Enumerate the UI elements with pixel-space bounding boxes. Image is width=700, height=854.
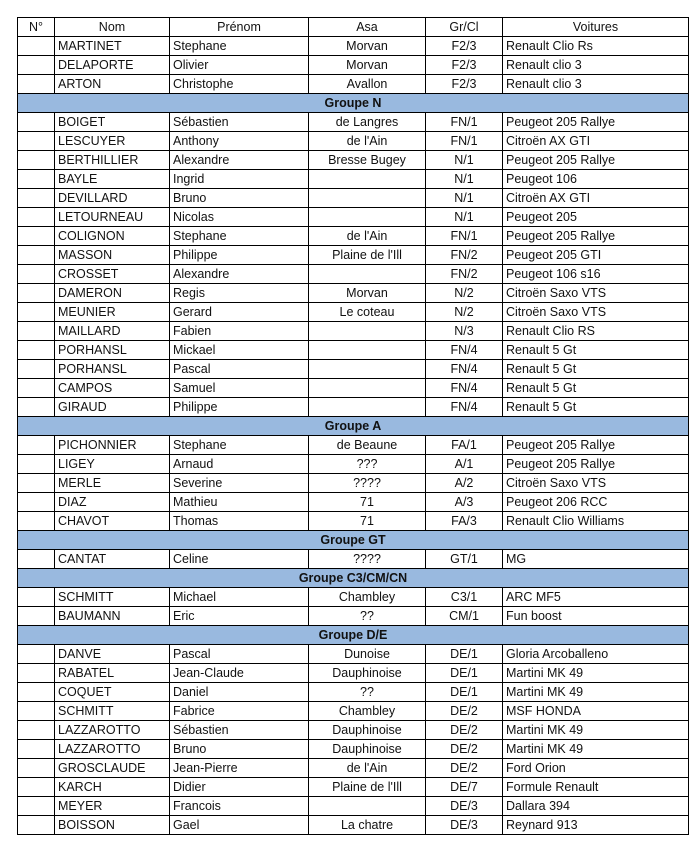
table-row bbox=[18, 683, 689, 702]
nom-cell: GROSCLAUDE bbox=[55, 759, 170, 778]
prenom-cell: Stephane bbox=[170, 227, 309, 246]
asa-cell: Bresse Bugey bbox=[309, 151, 426, 170]
table-row bbox=[18, 474, 689, 493]
gr-cl-cell: N/3 bbox=[426, 322, 503, 341]
asa-cell: de l'Ain bbox=[309, 227, 426, 246]
asa-cell: Plaine de l'Ill bbox=[309, 778, 426, 797]
numero-cell bbox=[18, 246, 55, 265]
prenom-cell: Eric bbox=[170, 607, 309, 626]
gr-cl-cell: FA/3 bbox=[426, 512, 503, 531]
nom-cell: PORHANSL bbox=[55, 341, 170, 360]
gr-cl-cell: DE/1 bbox=[426, 683, 503, 702]
asa-cell: de Beaune bbox=[309, 436, 426, 455]
numero-cell bbox=[18, 132, 55, 151]
numero-cell bbox=[18, 455, 55, 474]
asa-cell: ???? bbox=[309, 474, 426, 493]
nom-cell: DELAPORTE bbox=[55, 56, 170, 75]
table-row bbox=[18, 360, 689, 379]
numero-cell bbox=[18, 265, 55, 284]
numero-cell bbox=[18, 189, 55, 208]
gr-cl-cell: FA/1 bbox=[426, 436, 503, 455]
gr-cl-cell: F2/3 bbox=[426, 37, 503, 56]
voiture-cell: Peugeot 205 bbox=[503, 208, 689, 227]
asa-cell bbox=[309, 265, 426, 284]
asa-cell: 71 bbox=[309, 512, 426, 531]
group-header-row bbox=[18, 531, 689, 550]
numero-cell bbox=[18, 170, 55, 189]
voiture-cell: ARC MF5 bbox=[503, 588, 689, 607]
gr-cl-cell: FN/4 bbox=[426, 360, 503, 379]
asa-cell bbox=[309, 379, 426, 398]
gr-cl-cell: A/1 bbox=[426, 455, 503, 474]
group-header-row bbox=[18, 569, 689, 588]
gr-cl-cell: DE/1 bbox=[426, 664, 503, 683]
nom-cell: RABATEL bbox=[55, 664, 170, 683]
asa-cell: La chatre bbox=[309, 816, 426, 835]
prenom-cell: Thomas bbox=[170, 512, 309, 531]
gr-cl-cell: FN/2 bbox=[426, 265, 503, 284]
asa-cell: ?? bbox=[309, 607, 426, 626]
prenom-cell: Samuel bbox=[170, 379, 309, 398]
table-row bbox=[18, 664, 689, 683]
nom-cell: DANVE bbox=[55, 645, 170, 664]
table-row bbox=[18, 721, 689, 740]
gr-cl-cell: C3/1 bbox=[426, 588, 503, 607]
table-row bbox=[18, 797, 689, 816]
header-nom: Nom bbox=[55, 18, 170, 37]
table-row bbox=[18, 37, 689, 56]
table-row bbox=[18, 398, 689, 417]
voiture-cell: Formule Renault bbox=[503, 778, 689, 797]
nom-cell: MASSON bbox=[55, 246, 170, 265]
voiture-cell: MG bbox=[503, 550, 689, 569]
asa-cell: Dauphinoise bbox=[309, 721, 426, 740]
nom-cell: SCHMITT bbox=[55, 588, 170, 607]
voiture-cell: Peugeot 205 Rallye bbox=[503, 455, 689, 474]
numero-cell bbox=[18, 56, 55, 75]
prenom-cell: Olivier bbox=[170, 56, 309, 75]
table-row bbox=[18, 341, 689, 360]
voiture-cell: Peugeot 205 GTI bbox=[503, 246, 689, 265]
asa-cell bbox=[309, 341, 426, 360]
asa-cell bbox=[309, 360, 426, 379]
voiture-cell: Renault 5 Gt bbox=[503, 360, 689, 379]
nom-cell: DEVILLARD bbox=[55, 189, 170, 208]
numero-cell bbox=[18, 664, 55, 683]
entry-list-table bbox=[17, 17, 689, 835]
numero-cell bbox=[18, 816, 55, 835]
table-row bbox=[18, 436, 689, 455]
nom-cell: KARCH bbox=[55, 778, 170, 797]
prenom-cell: Philippe bbox=[170, 246, 309, 265]
voiture-cell: Martini MK 49 bbox=[503, 740, 689, 759]
asa-cell: ??? bbox=[309, 455, 426, 474]
asa-cell bbox=[309, 208, 426, 227]
prenom-cell: Jean-Claude bbox=[170, 664, 309, 683]
nom-cell: COLIGNON bbox=[55, 227, 170, 246]
gr-cl-cell: FN/4 bbox=[426, 341, 503, 360]
prenom-cell: Ingrid bbox=[170, 170, 309, 189]
nom-cell: CROSSET bbox=[55, 265, 170, 284]
prenom-cell: Christophe bbox=[170, 75, 309, 94]
table-row bbox=[18, 151, 689, 170]
header-numero: N° bbox=[18, 18, 55, 37]
numero-cell bbox=[18, 303, 55, 322]
table-row bbox=[18, 170, 689, 189]
voiture-cell: Dallara 394 bbox=[503, 797, 689, 816]
table-row bbox=[18, 740, 689, 759]
asa-cell: Dunoise bbox=[309, 645, 426, 664]
table-row bbox=[18, 208, 689, 227]
table-row bbox=[18, 607, 689, 626]
table-row bbox=[18, 588, 689, 607]
gr-cl-cell: DE/3 bbox=[426, 816, 503, 835]
nom-cell: CANTAT bbox=[55, 550, 170, 569]
prenom-cell: Mickael bbox=[170, 341, 309, 360]
voiture-cell: Martini MK 49 bbox=[503, 683, 689, 702]
nom-cell: PORHANSL bbox=[55, 360, 170, 379]
numero-cell bbox=[18, 683, 55, 702]
voiture-cell: Renault 5 Gt bbox=[503, 398, 689, 417]
gr-cl-cell: F2/3 bbox=[426, 56, 503, 75]
voiture-cell: Peugeot 106 s16 bbox=[503, 265, 689, 284]
prenom-cell: Philippe bbox=[170, 398, 309, 417]
prenom-cell: Daniel bbox=[170, 683, 309, 702]
table-row bbox=[18, 56, 689, 75]
table-row bbox=[18, 702, 689, 721]
voiture-cell: Reynard 913 bbox=[503, 816, 689, 835]
gr-cl-cell: N/1 bbox=[426, 151, 503, 170]
gr-cl-cell: N/2 bbox=[426, 284, 503, 303]
prenom-cell: Alexandre bbox=[170, 151, 309, 170]
gr-cl-cell: GT/1 bbox=[426, 550, 503, 569]
nom-cell: LETOURNEAU bbox=[55, 208, 170, 227]
gr-cl-cell: A/2 bbox=[426, 474, 503, 493]
numero-cell bbox=[18, 474, 55, 493]
table-row bbox=[18, 778, 689, 797]
voiture-cell: Peugeot 206 RCC bbox=[503, 493, 689, 512]
voiture-cell: Peugeot 106 bbox=[503, 170, 689, 189]
nom-cell: BOIGET bbox=[55, 113, 170, 132]
voiture-cell: Peugeot 205 Rallye bbox=[503, 113, 689, 132]
numero-cell bbox=[18, 75, 55, 94]
prenom-cell: Gael bbox=[170, 816, 309, 835]
numero-cell bbox=[18, 436, 55, 455]
asa-cell: de l'Ain bbox=[309, 759, 426, 778]
voiture-cell: Renault Clio Williams bbox=[503, 512, 689, 531]
prenom-cell: Bruno bbox=[170, 740, 309, 759]
prenom-cell: Stephane bbox=[170, 436, 309, 455]
gr-cl-cell: DE/2 bbox=[426, 740, 503, 759]
gr-cl-cell: DE/1 bbox=[426, 645, 503, 664]
gr-cl-cell: DE/7 bbox=[426, 778, 503, 797]
voiture-cell: Gloria Arcoballeno bbox=[503, 645, 689, 664]
prenom-cell: Sébastien bbox=[170, 113, 309, 132]
nom-cell: MARTINET bbox=[55, 37, 170, 56]
voiture-cell: Renault clio 3 bbox=[503, 56, 689, 75]
numero-cell bbox=[18, 227, 55, 246]
table-row bbox=[18, 113, 689, 132]
asa-cell bbox=[309, 398, 426, 417]
prenom-cell: Didier bbox=[170, 778, 309, 797]
nom-cell: PICHONNIER bbox=[55, 436, 170, 455]
numero-cell bbox=[18, 493, 55, 512]
prenom-cell: Francois bbox=[170, 797, 309, 816]
numero-cell bbox=[18, 398, 55, 417]
numero-cell bbox=[18, 778, 55, 797]
voiture-cell: Peugeot 205 Rallye bbox=[503, 436, 689, 455]
numero-cell bbox=[18, 37, 55, 56]
voiture-cell: Renault 5 Gt bbox=[503, 379, 689, 398]
table-row bbox=[18, 512, 689, 531]
entry-list-sheet bbox=[17, 17, 689, 835]
group-header-row bbox=[18, 626, 689, 645]
prenom-cell: Alexandre bbox=[170, 265, 309, 284]
table-row bbox=[18, 379, 689, 398]
voiture-cell: Fun boost bbox=[503, 607, 689, 626]
numero-cell bbox=[18, 607, 55, 626]
prenom-cell: Regis bbox=[170, 284, 309, 303]
nom-cell: BAYLE bbox=[55, 170, 170, 189]
gr-cl-cell: A/3 bbox=[426, 493, 503, 512]
prenom-cell: Fabien bbox=[170, 322, 309, 341]
asa-cell: ???? bbox=[309, 550, 426, 569]
asa-cell: Dauphinoise bbox=[309, 664, 426, 683]
nom-cell: LESCUYER bbox=[55, 132, 170, 151]
voiture-cell: Peugeot 205 Rallye bbox=[503, 151, 689, 170]
group-title: Groupe C3/CM/CN bbox=[18, 569, 689, 588]
table-row bbox=[18, 759, 689, 778]
asa-cell: Plaine de l'Ill bbox=[309, 246, 426, 265]
group-title: Groupe N bbox=[18, 94, 689, 113]
numero-cell bbox=[18, 645, 55, 664]
prenom-cell: Arnaud bbox=[170, 455, 309, 474]
asa-cell: Le coteau bbox=[309, 303, 426, 322]
table-row bbox=[18, 265, 689, 284]
nom-cell: COQUET bbox=[55, 683, 170, 702]
voiture-cell: Citroën AX GTI bbox=[503, 189, 689, 208]
asa-cell: Dauphinoise bbox=[309, 740, 426, 759]
table-row bbox=[18, 493, 689, 512]
group-header-row bbox=[18, 94, 689, 113]
voiture-cell: Peugeot 205 Rallye bbox=[503, 227, 689, 246]
numero-cell bbox=[18, 113, 55, 132]
asa-cell bbox=[309, 189, 426, 208]
voiture-cell: Martini MK 49 bbox=[503, 721, 689, 740]
table-row bbox=[18, 645, 689, 664]
gr-cl-cell: FN/4 bbox=[426, 398, 503, 417]
header-voitures: Voitures bbox=[503, 18, 689, 37]
table-body bbox=[18, 37, 689, 835]
nom-cell: MEUNIER bbox=[55, 303, 170, 322]
asa-cell bbox=[309, 322, 426, 341]
nom-cell: LAZZAROTTO bbox=[55, 721, 170, 740]
asa-cell: Morvan bbox=[309, 56, 426, 75]
nom-cell: SCHMITT bbox=[55, 702, 170, 721]
gr-cl-cell: N/1 bbox=[426, 208, 503, 227]
numero-cell bbox=[18, 379, 55, 398]
asa-cell: Morvan bbox=[309, 284, 426, 303]
voiture-cell: Citroën Saxo VTS bbox=[503, 284, 689, 303]
numero-cell bbox=[18, 797, 55, 816]
prenom-cell: Anthony bbox=[170, 132, 309, 151]
prenom-cell: Sébastien bbox=[170, 721, 309, 740]
table-row bbox=[18, 227, 689, 246]
prenom-cell: Celine bbox=[170, 550, 309, 569]
gr-cl-cell: FN/1 bbox=[426, 227, 503, 246]
gr-cl-cell: DE/2 bbox=[426, 721, 503, 740]
prenom-cell: Nicolas bbox=[170, 208, 309, 227]
nom-cell: GIRAUD bbox=[55, 398, 170, 417]
asa-cell: Chambley bbox=[309, 588, 426, 607]
group-title: Groupe D/E bbox=[18, 626, 689, 645]
prenom-cell: Mathieu bbox=[170, 493, 309, 512]
nom-cell: MAILLARD bbox=[55, 322, 170, 341]
nom-cell: CHAVOT bbox=[55, 512, 170, 531]
gr-cl-cell: DE/2 bbox=[426, 759, 503, 778]
nom-cell: LAZZAROTTO bbox=[55, 740, 170, 759]
voiture-cell: Martini MK 49 bbox=[503, 664, 689, 683]
gr-cl-cell: F2/3 bbox=[426, 75, 503, 94]
nom-cell: MERLE bbox=[55, 474, 170, 493]
prenom-cell: Jean-Pierre bbox=[170, 759, 309, 778]
voiture-cell: Citroën AX GTI bbox=[503, 132, 689, 151]
nom-cell: BOISSON bbox=[55, 816, 170, 835]
numero-cell bbox=[18, 588, 55, 607]
numero-cell bbox=[18, 759, 55, 778]
header-prenom: Prénom bbox=[170, 18, 309, 37]
asa-cell: ?? bbox=[309, 683, 426, 702]
asa-cell bbox=[309, 170, 426, 189]
table-row bbox=[18, 132, 689, 151]
numero-cell bbox=[18, 740, 55, 759]
gr-cl-cell: N/1 bbox=[426, 189, 503, 208]
prenom-cell: Pascal bbox=[170, 645, 309, 664]
table-row bbox=[18, 303, 689, 322]
prenom-cell: Severine bbox=[170, 474, 309, 493]
table-row bbox=[18, 189, 689, 208]
gr-cl-cell: FN/4 bbox=[426, 379, 503, 398]
prenom-cell: Pascal bbox=[170, 360, 309, 379]
nom-cell: DAMERON bbox=[55, 284, 170, 303]
asa-cell: 71 bbox=[309, 493, 426, 512]
numero-cell bbox=[18, 702, 55, 721]
prenom-cell: Fabrice bbox=[170, 702, 309, 721]
numero-cell bbox=[18, 721, 55, 740]
table-row bbox=[18, 322, 689, 341]
numero-cell bbox=[18, 341, 55, 360]
group-title: Groupe A bbox=[18, 417, 689, 436]
table-row bbox=[18, 246, 689, 265]
asa-cell: Avallon bbox=[309, 75, 426, 94]
numero-cell bbox=[18, 550, 55, 569]
numero-cell bbox=[18, 208, 55, 227]
asa-cell: Morvan bbox=[309, 37, 426, 56]
header-asa: Asa bbox=[309, 18, 426, 37]
voiture-cell: Citroën Saxo VTS bbox=[503, 303, 689, 322]
table-row bbox=[18, 75, 689, 94]
nom-cell: BAUMANN bbox=[55, 607, 170, 626]
nom-cell: BERTHILLIER bbox=[55, 151, 170, 170]
nom-cell: ARTON bbox=[55, 75, 170, 94]
asa-cell: de l'Ain bbox=[309, 132, 426, 151]
voiture-cell: Renault clio 3 bbox=[503, 75, 689, 94]
asa-cell bbox=[309, 797, 426, 816]
prenom-cell: Gerard bbox=[170, 303, 309, 322]
table-row bbox=[18, 816, 689, 835]
numero-cell bbox=[18, 512, 55, 531]
gr-cl-cell: FN/1 bbox=[426, 132, 503, 151]
gr-cl-cell: DE/3 bbox=[426, 797, 503, 816]
table-header-row bbox=[18, 18, 689, 37]
numero-cell bbox=[18, 151, 55, 170]
voiture-cell: Renault 5 Gt bbox=[503, 341, 689, 360]
voiture-cell: Renault Clio RS bbox=[503, 322, 689, 341]
voiture-cell: Renault Clio Rs bbox=[503, 37, 689, 56]
asa-cell: Chambley bbox=[309, 702, 426, 721]
voiture-cell: MSF HONDA bbox=[503, 702, 689, 721]
numero-cell bbox=[18, 360, 55, 379]
prenom-cell: Stephane bbox=[170, 37, 309, 56]
numero-cell bbox=[18, 284, 55, 303]
nom-cell: DIAZ bbox=[55, 493, 170, 512]
asa-cell: de Langres bbox=[309, 113, 426, 132]
numero-cell bbox=[18, 322, 55, 341]
voiture-cell: Ford Orion bbox=[503, 759, 689, 778]
nom-cell: LIGEY bbox=[55, 455, 170, 474]
group-header-row bbox=[18, 417, 689, 436]
voiture-cell: Citroën Saxo VTS bbox=[503, 474, 689, 493]
table-row bbox=[18, 550, 689, 569]
prenom-cell: Bruno bbox=[170, 189, 309, 208]
gr-cl-cell: N/2 bbox=[426, 303, 503, 322]
gr-cl-cell: DE/2 bbox=[426, 702, 503, 721]
nom-cell: MEYER bbox=[55, 797, 170, 816]
table-row bbox=[18, 284, 689, 303]
header-gr-cl: Gr/Cl bbox=[426, 18, 503, 37]
gr-cl-cell: N/1 bbox=[426, 170, 503, 189]
gr-cl-cell: CM/1 bbox=[426, 607, 503, 626]
gr-cl-cell: FN/2 bbox=[426, 246, 503, 265]
table-row bbox=[18, 455, 689, 474]
group-title: Groupe GT bbox=[18, 531, 689, 550]
nom-cell: CAMPOS bbox=[55, 379, 170, 398]
prenom-cell: Michael bbox=[170, 588, 309, 607]
gr-cl-cell: FN/1 bbox=[426, 113, 503, 132]
